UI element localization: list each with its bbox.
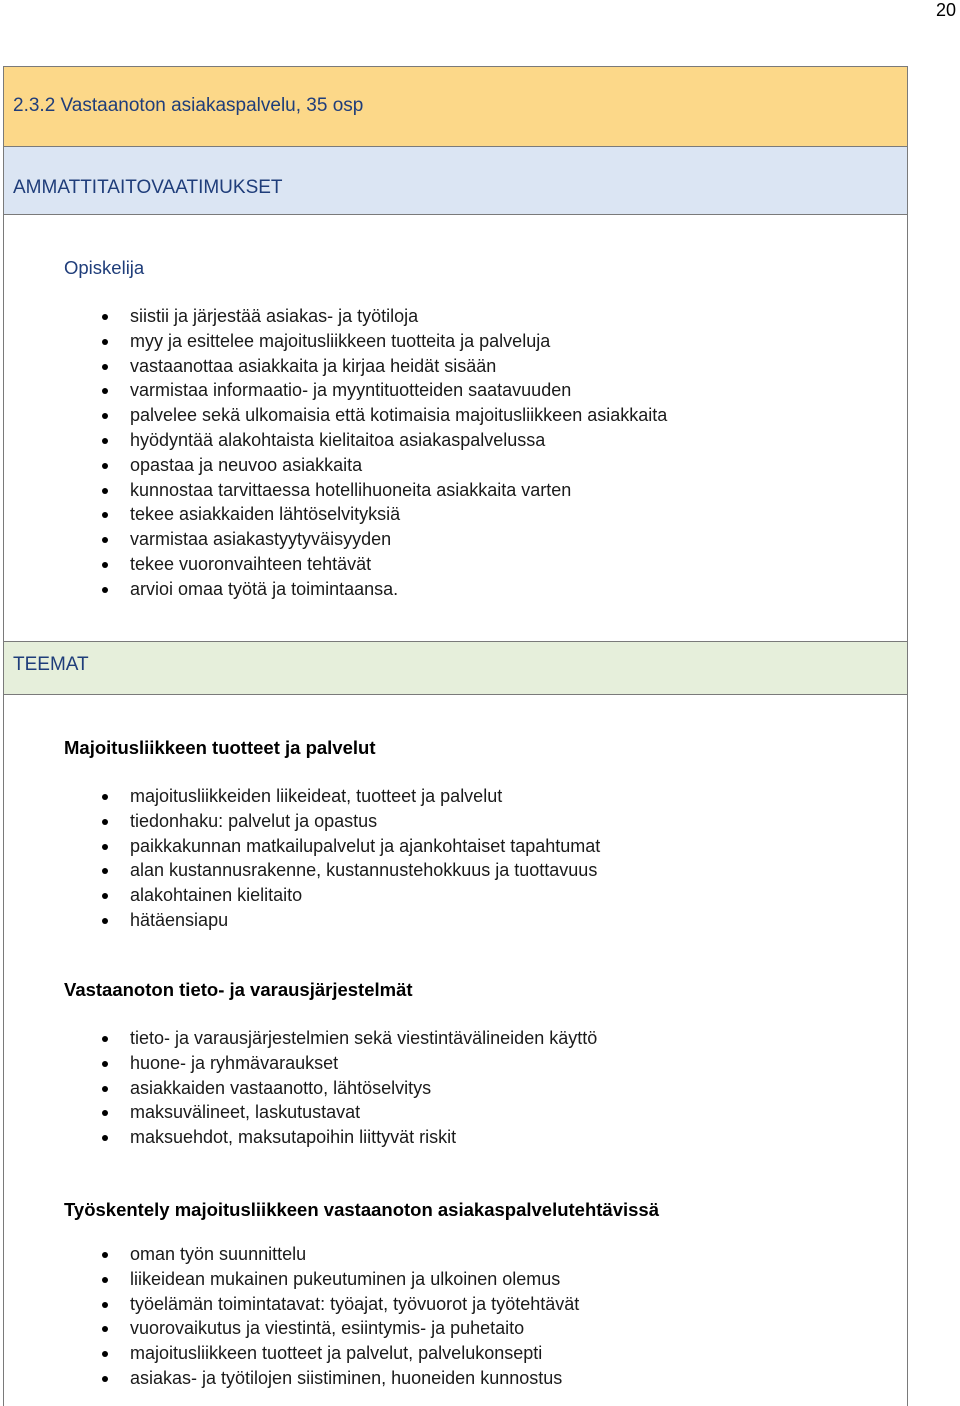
list-item: huone- ja ryhmävaraukset <box>4 1051 597 1076</box>
requirements-heading: AMMATTITAITOVAATIMUKSET <box>4 147 907 215</box>
student-heading: Opiskelija <box>64 257 145 278</box>
list-item: asiakkaiden vastaanotto, lähtöselvitys <box>4 1076 597 1101</box>
list-item: vuorovaikutus ja viestintä, esiintymis- ja puhetaito <box>4 1316 579 1341</box>
list-item: varmistaa informaatio- ja myyntituotteiden saatavuuden <box>4 378 667 403</box>
list-item: asiakas- ja työtilojen siistiminen, huoneiden kunnostus <box>4 1366 579 1391</box>
list-item: työelämän toimintatavat: työajat, työvuorot ja työtehtävät <box>4 1292 579 1317</box>
list-item: maksuvälineet, laskutustavat <box>4 1100 597 1125</box>
list-item: opastaa ja neuvoo asiakkaita <box>4 453 667 478</box>
list-item: alan kustannusrakenne, kustannustehokkuus ja tuottavuus <box>4 858 600 883</box>
list-item: myy ja esittelee majoitusliikkeen tuotteita ja palveluja <box>4 329 667 354</box>
list-item: varmistaa asiakastyytyväisyyden <box>4 527 667 552</box>
theme-list <box>4 1242 579 1391</box>
list-item: hyödyntää alakohtaista kielitaitoa asiakaspalvelussa <box>4 428 667 453</box>
list-item: vastaanottaa asiakkaita ja kirjaa heidät sisään <box>4 354 667 379</box>
curriculum-table <box>3 66 908 1406</box>
list-item: maksuehdot, maksutapoihin liittyvät riskit <box>4 1125 597 1150</box>
list-item: kunnostaa tarvittaessa hotellihuoneita asiakkaita varten <box>4 478 667 503</box>
theme-title: Majoitusliikkeen tuotteet ja palvelut <box>64 737 376 758</box>
module-title: 2.3.2 Vastaanoton asiakaspalvelu, 35 osp <box>4 67 907 147</box>
list-item: tiedonhaku: palvelut ja opastus <box>4 809 600 834</box>
theme-title: Työskentely majoitusliikkeen vastaanoton asiakaspalvelutehtävissä <box>64 1199 660 1220</box>
student-requirements-list <box>4 304 667 602</box>
list-item: majoitusliikkeen tuotteet ja palvelut, palvelukonsepti <box>4 1341 579 1366</box>
list-item: tekee asiakkaiden lähtöselvityksiä <box>4 502 667 527</box>
theme-list <box>4 784 600 933</box>
theme-title: Vastaanoton tieto- ja varausjärjestelmät <box>64 979 413 1000</box>
list-item: hätäensiapu <box>4 908 600 933</box>
list-item: alakohtainen kielitaito <box>4 883 600 908</box>
list-item: tieto- ja varausjärjestelmien sekä viestintävälineiden käyttö <box>4 1026 597 1051</box>
list-item: paikkakunnan matkailupalvelut ja ajankohtaiset tapahtumat <box>4 834 600 859</box>
themes-heading: TEEMAT <box>4 641 907 695</box>
theme-list <box>4 1026 597 1150</box>
list-item: siistii ja järjestää asiakas- ja työtiloja <box>4 304 667 329</box>
list-item: palvelee sekä ulkomaisia että kotimaisia majoitusliikkeen asiakkaita <box>4 403 667 428</box>
list-item: arvioi omaa työtä ja toimintaansa. <box>4 577 667 602</box>
list-item: tekee vuoronvaihteen tehtävät <box>4 552 667 577</box>
list-item: majoitusliikkeiden liikeideat, tuotteet ja palvelut <box>4 784 600 809</box>
list-item: oman työn suunnittelu <box>4 1242 579 1267</box>
page-number: 20 <box>935 0 956 20</box>
list-item: liikeidean mukainen pukeutuminen ja ulkoinen olemus <box>4 1267 579 1292</box>
